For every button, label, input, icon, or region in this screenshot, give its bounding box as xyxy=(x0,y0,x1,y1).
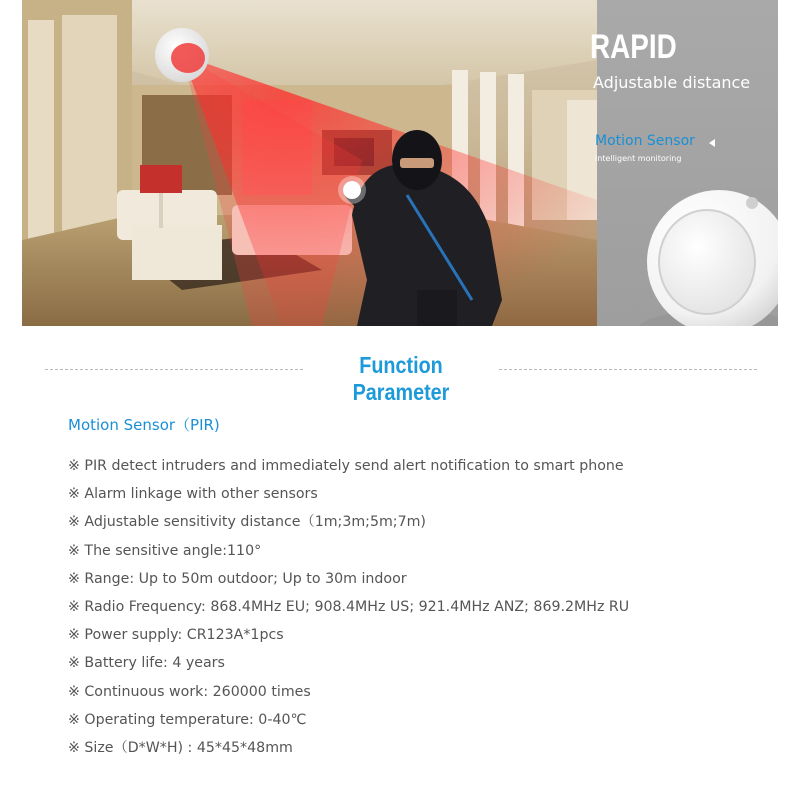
feature-item: ※ Adjustable sensitivity distance（1m;3m;5m;7m) xyxy=(68,514,426,531)
divider-left xyxy=(45,369,303,370)
feature-item: ※ Power supply: CR123A*1pcs xyxy=(68,627,284,644)
section-header xyxy=(45,352,757,405)
banner-product-sub: intelligent monitoring xyxy=(595,154,682,163)
feature-item: ※ Size（D*W*H) : 45*45*48mm xyxy=(68,739,293,756)
divider-right xyxy=(499,369,757,370)
banner-headline: RAPID xyxy=(590,28,677,66)
room-photo xyxy=(22,0,597,326)
triangle-left-icon xyxy=(709,139,715,147)
feature-item: ※ Range: Up to 50m outdoor; Up to 30m indoor xyxy=(68,570,407,587)
intruder-scene-illustration xyxy=(22,0,597,326)
feature-list xyxy=(68,455,629,765)
feature-item: ※ The sensitive angle:110° xyxy=(68,542,262,559)
product-name: Motion Sensor（PIR) xyxy=(68,416,220,434)
feature-item: ※ Radio Frequency: 868.4MHz EU; 908.4MHz US; 921.4MHz ANZ; 869.2MHz RU xyxy=(68,598,630,615)
section-title: Function Parameter xyxy=(352,352,450,405)
feature-item: ※ Alarm linkage with other sensors xyxy=(68,486,318,503)
feature-item: ※ Operating temperature: 0-40℃ xyxy=(68,711,307,728)
feature-item: ※ Battery life: 4 years xyxy=(68,655,225,672)
banner-product-label: Motion Sensor xyxy=(595,133,695,149)
banner-tagline: Adjustable distance xyxy=(593,73,751,92)
feature-item: ※ PIR detect intruders and immediately send alert notification to smart phone xyxy=(68,458,624,474)
feature-item: ※ Continuous work: 260000 times xyxy=(68,683,311,700)
